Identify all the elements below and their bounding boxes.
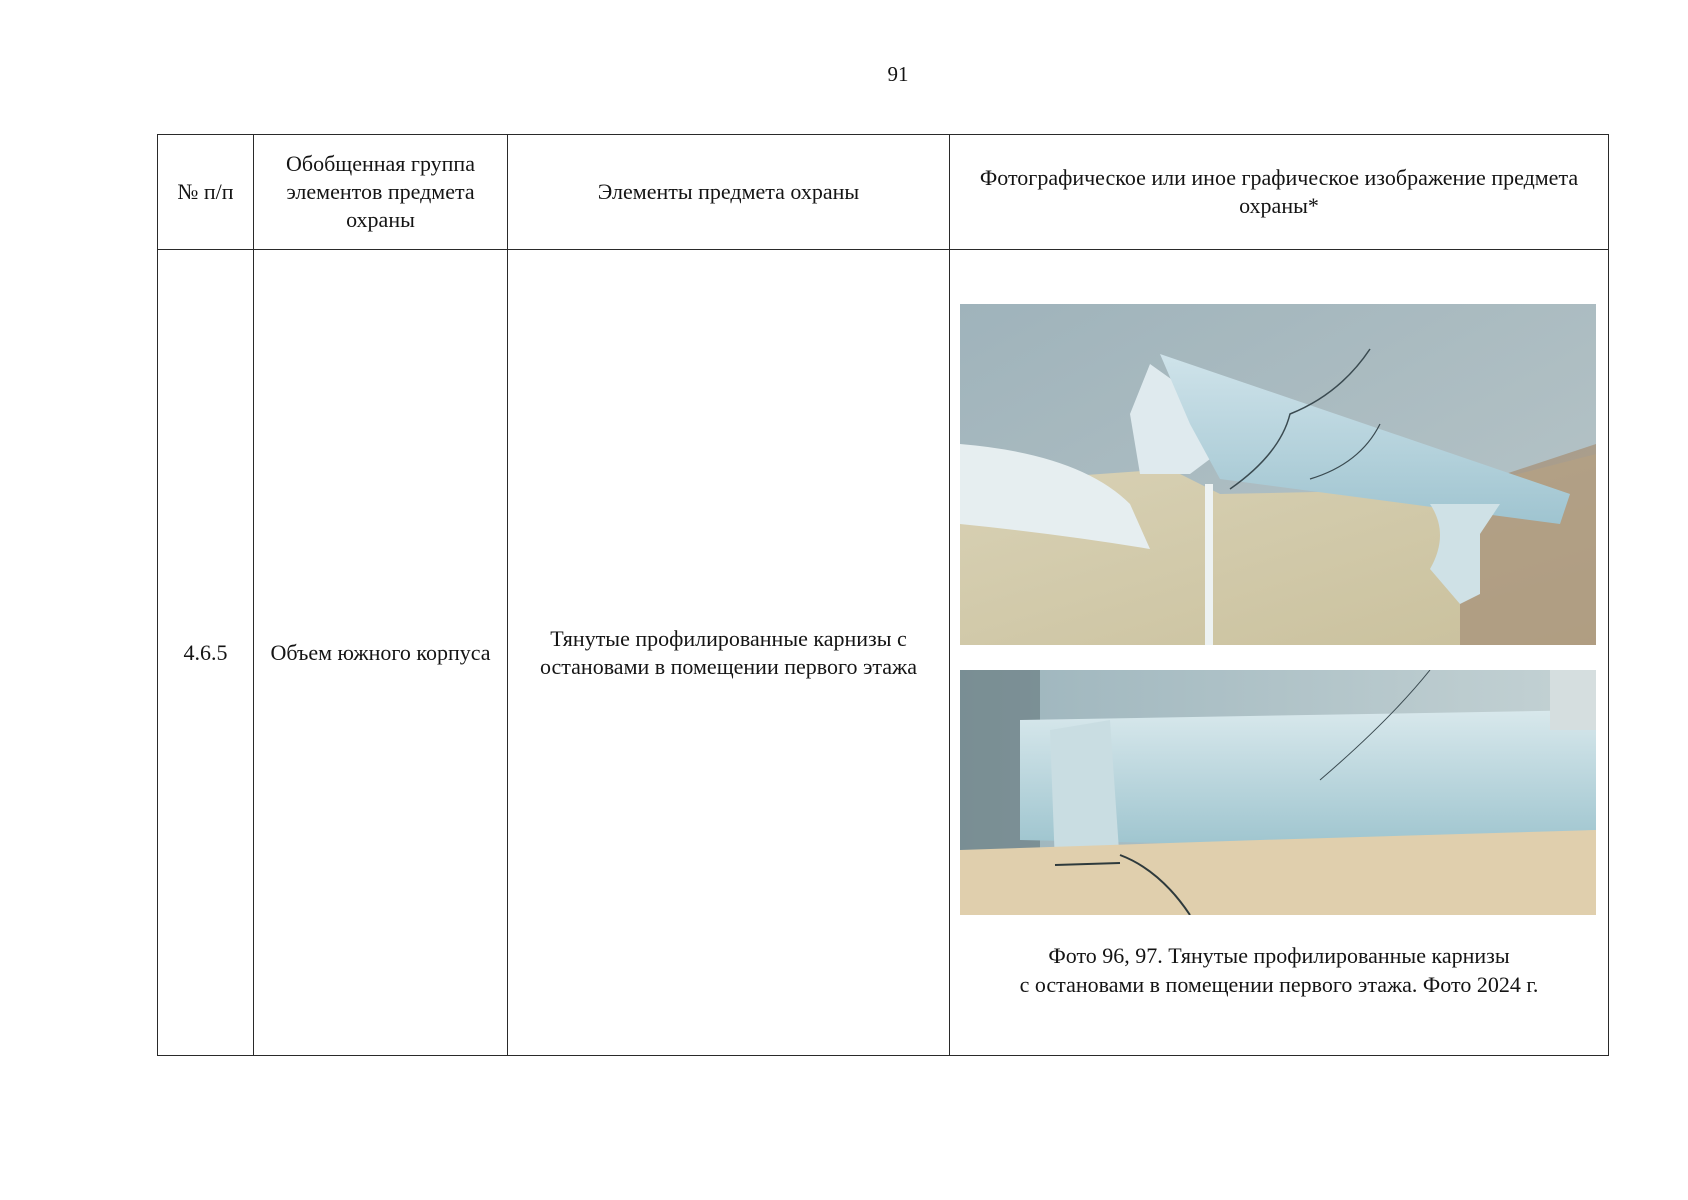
photo-96-cornice	[960, 304, 1596, 645]
table-row	[158, 250, 1609, 1056]
header-image: Фотографическое или иное графическое изображение предмета охраны*	[950, 135, 1609, 250]
cell-image	[950, 250, 1609, 1056]
cell-number: 4.6.5	[158, 250, 254, 1056]
caption-line-2: с остановами в помещении первого этажа. Фото 2024 г.	[1019, 971, 1539, 997]
page-number: 91	[887, 62, 909, 86]
table-header-row	[158, 135, 1609, 250]
photo-caption	[950, 942, 1608, 999]
cell-elements: Тянутые профилированные карнизы с остановами в помещении первого этажа	[508, 250, 950, 1056]
protection-elements-table	[157, 134, 1609, 1056]
header-elements: Элементы предмета охраны	[508, 135, 950, 250]
header-group: Обобщенная группа элементов предмета охраны	[254, 135, 508, 250]
caption-line-1: Фото 96, 97. Тянутые профилированные карнизы	[1048, 943, 1510, 968]
photo-97-cornice	[960, 670, 1596, 915]
cell-group: Объем южного корпуса	[254, 250, 508, 1056]
header-number: № п/п	[158, 135, 254, 250]
